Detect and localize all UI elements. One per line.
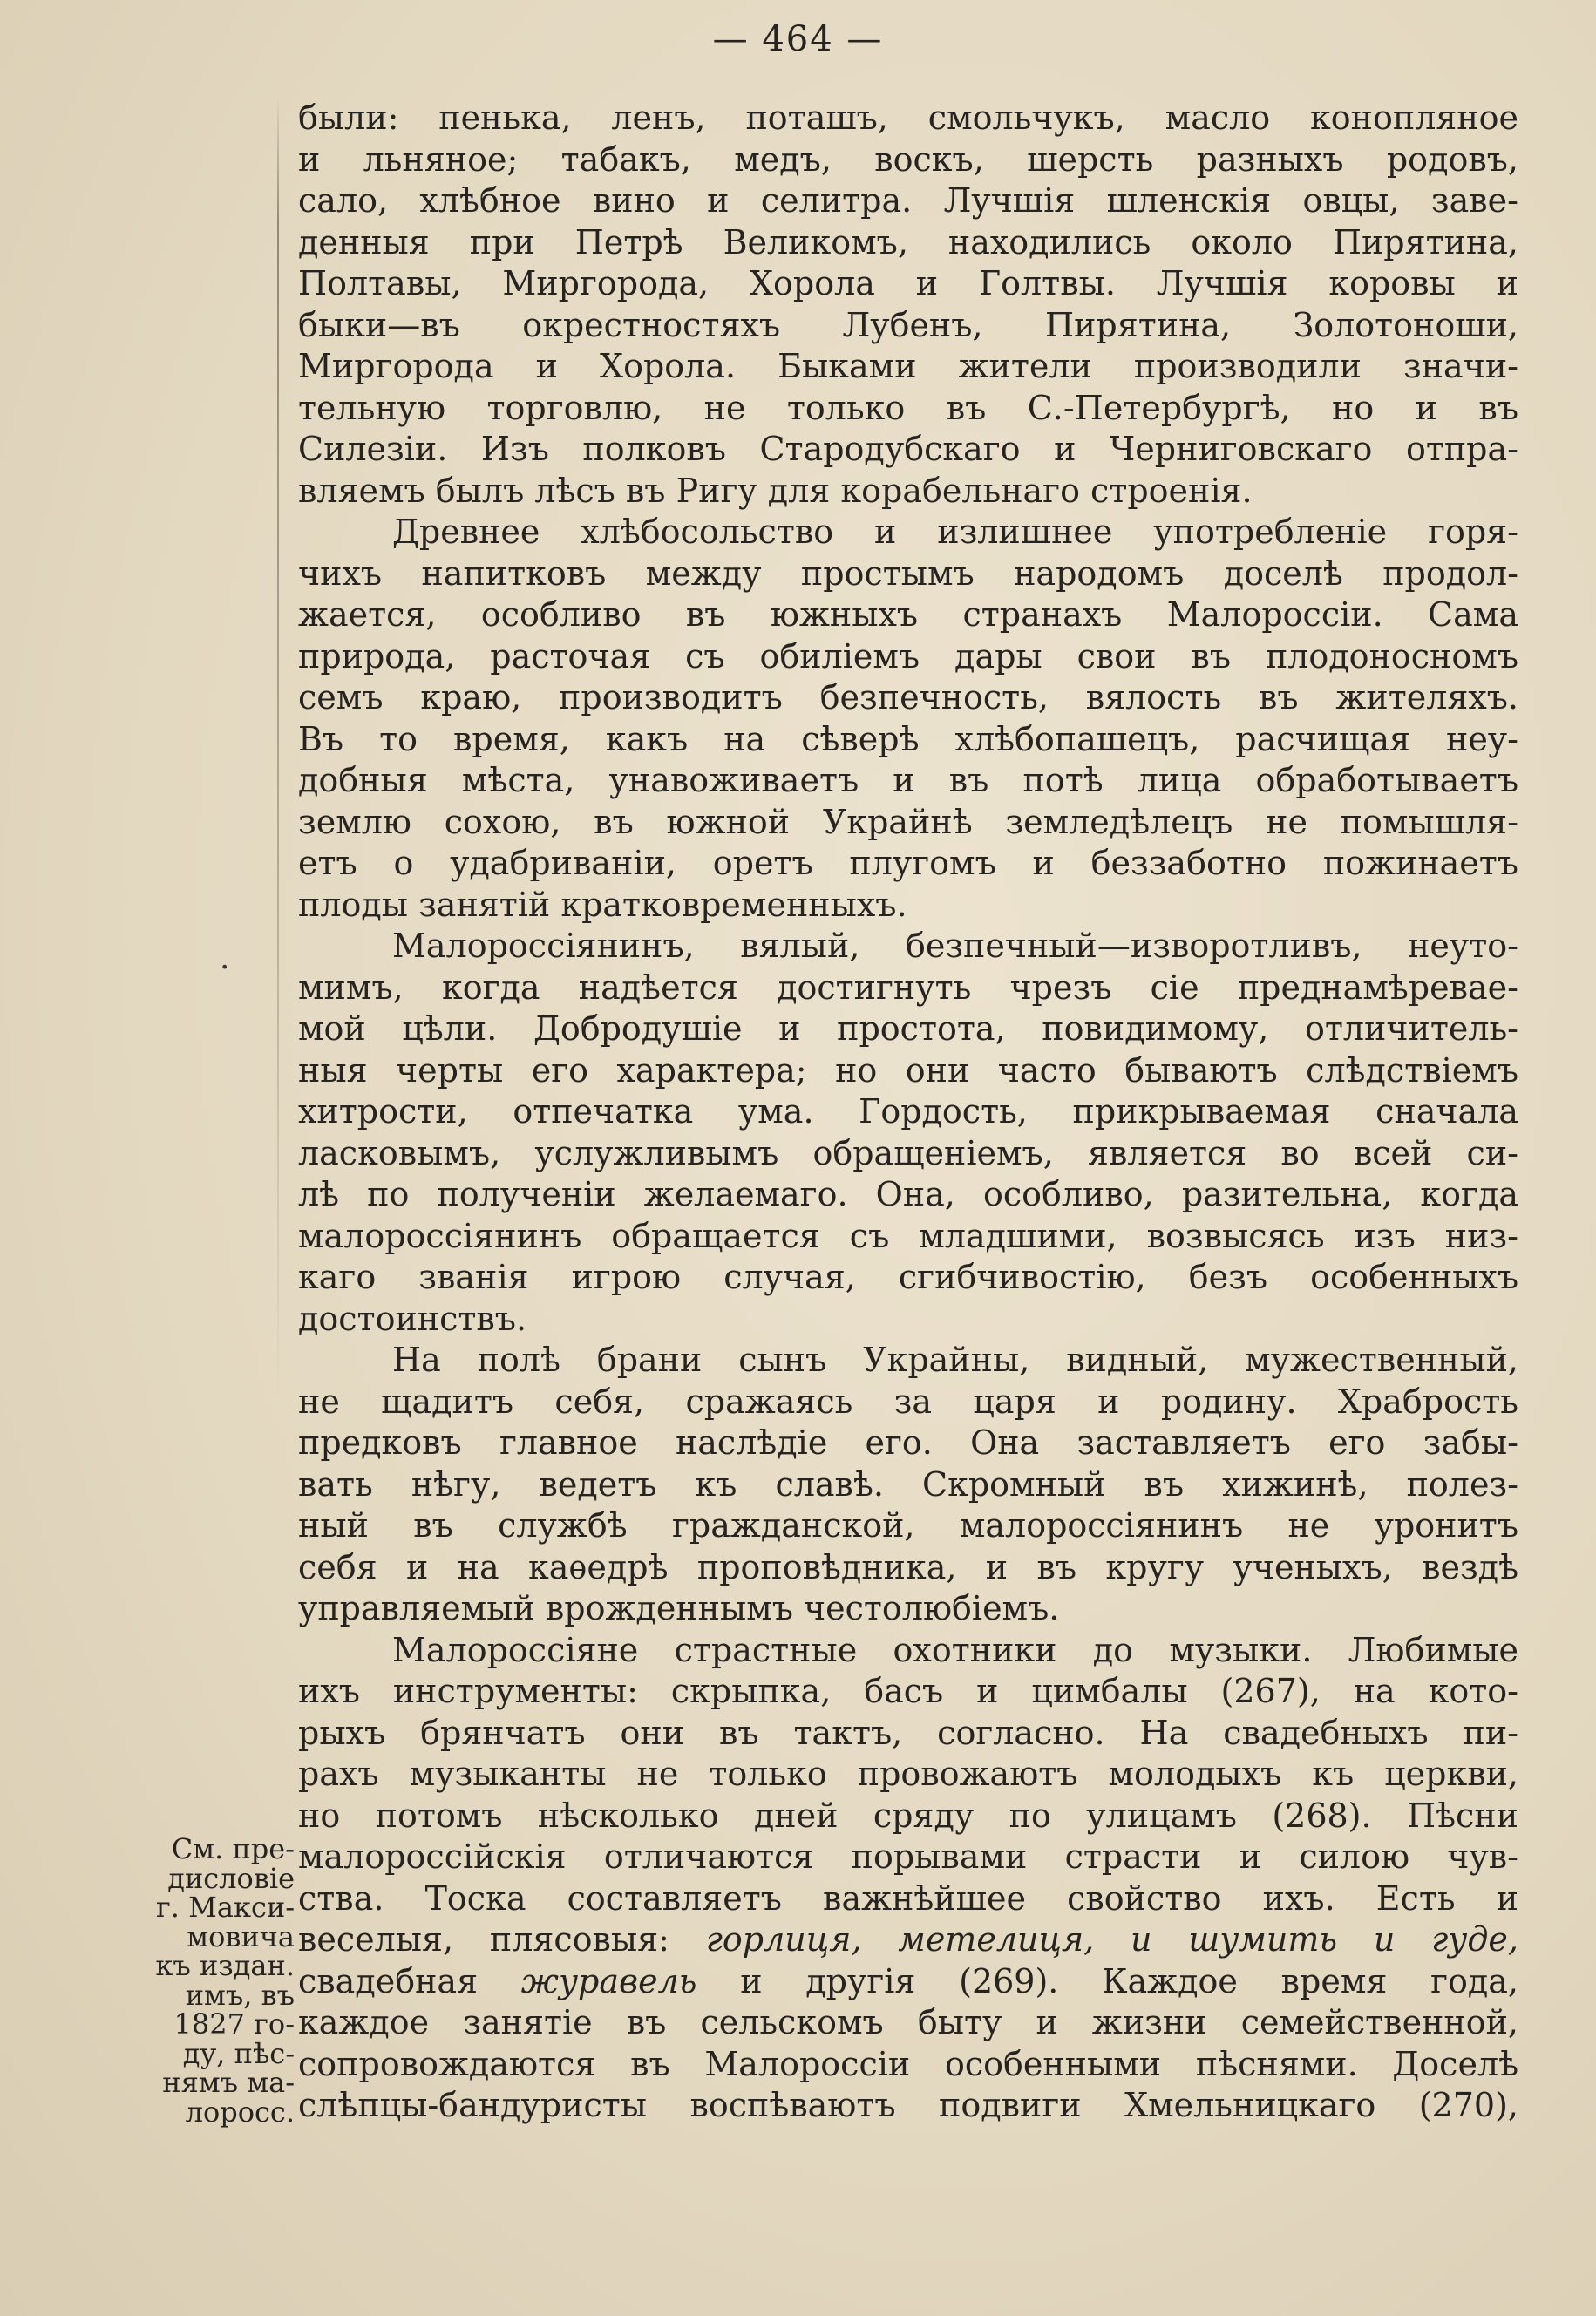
- text-line: [298, 1464, 1518, 1506]
- text-line-content: природа, расточая съ обиліемъ дары свои въ плодоносномъ: [298, 636, 1518, 676]
- text-line-content: Малороссіяне страстные охотники до музыки. Любимые: [392, 1630, 1518, 1669]
- text-line-content: семъ краю, производитъ безпечность, вялость въ жителяхъ.: [298, 678, 1518, 717]
- text-line-content: ныя черты его характера; но они часто бываютъ слѣдствіемъ: [298, 1050, 1518, 1090]
- margin-note-line: г. Макси-: [155, 1891, 295, 1924]
- text-line: [298, 139, 1518, 181]
- text-line-content: лѣ по полученіи желаемаго. Она, особливо, разительна, когда: [298, 1175, 1518, 1213]
- text-line-content: веселыя, плясовыя:: [298, 1920, 706, 1959]
- text-line-content: и льняное; табакъ, медъ, воскъ, шерсть разныхъ родовъ,: [298, 139, 1518, 179]
- text-line-content: достоинствъ.: [298, 1299, 527, 1338]
- page-number: — 464 —: [712, 19, 884, 59]
- text-line-content: ласковымъ, услужливымъ обращеніемъ, является во всей си-: [298, 1133, 1518, 1172]
- text-line: [298, 1133, 1518, 1175]
- text-line-content: Въ то время, какъ на сѣверѣ хлѣбопашецъ, расчищая неу-: [298, 719, 1518, 758]
- text-line: [298, 1174, 1518, 1216]
- text-line: [298, 1713, 1518, 1755]
- italic-phrase: журавель: [520, 1961, 697, 2000]
- text-line-tail: и другія (269). Каждое время года,: [696, 1961, 1518, 2000]
- text-line: [298, 2085, 1518, 2127]
- text-line: [298, 554, 1518, 595]
- text-line: [298, 388, 1518, 430]
- page-fold-shadow: [277, 94, 279, 1402]
- text-line: [298, 1340, 1518, 1382]
- text-line: [298, 1961, 1518, 2003]
- text-line-content: ный въ службѣ гражданской, малороссіянинъ не уронитъ: [298, 1506, 1518, 1545]
- text-line-content: предковъ главное наслѣдіе его. Она заставляетъ его забы-: [298, 1423, 1518, 1462]
- text-line: [298, 594, 1518, 636]
- text-line: [298, 636, 1518, 678]
- text-line-content: мой цѣли. Добродушіе и простота, повидимому, отличитель-: [298, 1009, 1518, 1048]
- text-line: [298, 1505, 1518, 1547]
- text-line: [298, 1547, 1518, 1589]
- text-line-content: рыхъ брянчатъ они въ тактъ, согласно. На свадебныхъ пи-: [298, 1713, 1518, 1752]
- text-line: [298, 1796, 1518, 1837]
- text-line-content: Малороссіянинъ, вялый, безпечный—изворотливъ, неуто-: [392, 927, 1518, 965]
- margin-note: [131, 1832, 298, 2129]
- text-line-content: чихъ напитковъ между простымъ народомъ доселѣ продол-: [298, 554, 1518, 593]
- text-line-content: малороссійскія отличаются порывами страсти и силою чув-: [298, 1837, 1518, 1876]
- text-line-content: себя и на каѳедрѣ проповѣдника, и въ кругу ученыхъ, вездѣ: [298, 1547, 1518, 1586]
- text-line-content: Силезіи. Изъ полковъ Стародубскаго и Черниговскаго отпра-: [298, 430, 1518, 468]
- margin-note-line: лоросс.: [185, 2095, 295, 2129]
- text-line: [298, 1050, 1518, 1092]
- margin-note-line: См. пре-: [171, 1832, 295, 1865]
- text-line: [298, 677, 1518, 719]
- text-line: [298, 719, 1518, 761]
- text-line-content: сало, хлѣбное вино и селитра. Лучшія шленскія овцы, заве-: [298, 181, 1518, 220]
- main-text-column: [298, 98, 1518, 2127]
- text-line-content: рахъ музыканты не только провожаютъ молодыхъ къ церкви,: [298, 1755, 1518, 1793]
- text-line: [298, 429, 1518, 471]
- text-line: [298, 263, 1518, 305]
- text-line-content: малороссіянинъ обращается съ младшими, возвысясь изъ низ-: [298, 1216, 1518, 1255]
- text-line: [298, 760, 1518, 802]
- text-line-content: каждое занятіе въ сельскомъ быту и жизни семейственной,: [298, 2003, 1518, 2041]
- text-line-content: Миргорода и Хорола. Быками жители производили значи-: [298, 347, 1518, 385]
- text-line-content: Древнее хлѣбосольство и излишнее употребленіе горя-: [392, 513, 1518, 551]
- text-line: [298, 843, 1518, 885]
- text-line: [298, 471, 1518, 513]
- text-line-content: добныя мѣста, унавоживаетъ и въ потѣ лица обработываетъ: [298, 761, 1518, 799]
- text-line-content: сопровождаются въ Малороссіи особенными пѣснями. Доселѣ: [298, 2044, 1518, 2083]
- text-line-content: ихъ инструменты: скрыпка, басъ и цимбалы (267), на кото-: [298, 1672, 1518, 1710]
- text-line-content: свадебная: [298, 1961, 521, 2000]
- text-line-content: управляемый врожденнымъ честолюбіемъ.: [298, 1589, 1060, 1627]
- text-line: [298, 305, 1518, 347]
- margin-note-line: мовича: [187, 1919, 295, 1953]
- text-line: [298, 2002, 1518, 2044]
- text-line: [298, 346, 1518, 388]
- margin-note-line: имъ, въ: [185, 1978, 295, 2012]
- text-line-content: тельную торговлю, не только въ С.-Петербургѣ, но и въ: [298, 388, 1518, 427]
- text-line-content: каго званія игрою случая, сгибчивостію, безъ особенныхъ: [298, 1258, 1518, 1296]
- text-line-content: Полтавы, Миргорода, Хорола и Голтвы. Лучшія коровы и: [298, 264, 1518, 302]
- text-line-content: На полѣ брани сынъ Украйны, видный, мужественный,: [392, 1341, 1518, 1379]
- text-line-content: етъ о удабриваніи, оретъ плугомъ и беззаботно пожинаетъ: [298, 844, 1518, 882]
- text-line-content: но потомъ нѣсколько дней сряду по улицамъ (268). Пѣсни: [298, 1796, 1518, 1835]
- text-line-content: землю сохою, въ южной Украйнѣ земледѣлецъ не помышля-: [298, 802, 1518, 841]
- text-line: [298, 926, 1518, 968]
- text-line: [298, 98, 1518, 139]
- text-line: [298, 1588, 1518, 1630]
- text-line: [298, 1423, 1518, 1464]
- margin-note-line: дисловіе: [167, 1861, 295, 1895]
- italic-phrase: горлиця, метелиця, и шумить и гуде,: [705, 1920, 1518, 1959]
- text-line-content: денныя при Петрѣ Великомъ, находились около Пирятина,: [298, 222, 1518, 261]
- text-line: [298, 1216, 1518, 1258]
- text-line-content: не щадитъ себя, сражаясь за царя и родину. Храбрость: [298, 1382, 1518, 1421]
- text-line: [298, 1257, 1518, 1299]
- margin-note-line: 1827 го-: [173, 2007, 295, 2041]
- text-line-content: вляемъ былъ лѣсъ въ Ригу для корабельнаго строенія.: [298, 471, 1253, 510]
- text-line: [298, 802, 1518, 844]
- text-line: [298, 1878, 1518, 1920]
- text-line: [298, 1671, 1518, 1713]
- text-line-content: вать нѣгу, ведетъ къ славѣ. Скромный въ хижинѣ, полез-: [298, 1464, 1518, 1504]
- text-line-content: были: пенька, ленъ, поташъ, смольчукъ, масло конопляное: [298, 98, 1518, 137]
- text-line: [298, 1091, 1518, 1133]
- text-line: [298, 1009, 1518, 1050]
- margin-note-line: нямъ ма-: [162, 2066, 295, 2099]
- text-line-content: слѣпцы-бандуристы воспѣваютъ подвиги Хмельницкаго (270),: [298, 2086, 1518, 2124]
- text-line: [298, 1630, 1518, 1672]
- text-line-content: ства. Тоска составляетъ важнѣйшее свойство ихъ. Есть и: [298, 1878, 1518, 1918]
- text-line: [298, 1754, 1518, 1796]
- text-line: [298, 2044, 1518, 2086]
- stray-dot-mark: ·: [220, 950, 230, 986]
- text-line-content: мимъ, когда надѣется достигнуть чрезъ сіе преднамѣревае-: [298, 968, 1518, 1007]
- text-line: [298, 1299, 1518, 1341]
- text-line: [298, 180, 1518, 222]
- text-line-content: быки—въ окрестностяхъ Лубенъ, Пирятина, Золотоноши,: [298, 305, 1518, 344]
- margin-note-line: къ издан.: [155, 1949, 295, 1982]
- text-line: [298, 1919, 1518, 1961]
- text-line: [298, 1837, 1518, 1878]
- text-line: [298, 885, 1518, 927]
- text-line: [298, 1382, 1518, 1423]
- text-line-content: хитрости, отпечатка ума. Гордость, прикрываемая сначала: [298, 1092, 1518, 1131]
- text-line: [298, 968, 1518, 1009]
- text-line: [298, 222, 1518, 264]
- text-line: [298, 512, 1518, 554]
- text-line-content: плоды занятій кратковременныхъ.: [298, 885, 907, 924]
- text-line-content: жается, особливо въ южныхъ странахъ Малороссіи. Сама: [298, 595, 1518, 634]
- margin-note-line: ду, пѣс-: [182, 2036, 295, 2070]
